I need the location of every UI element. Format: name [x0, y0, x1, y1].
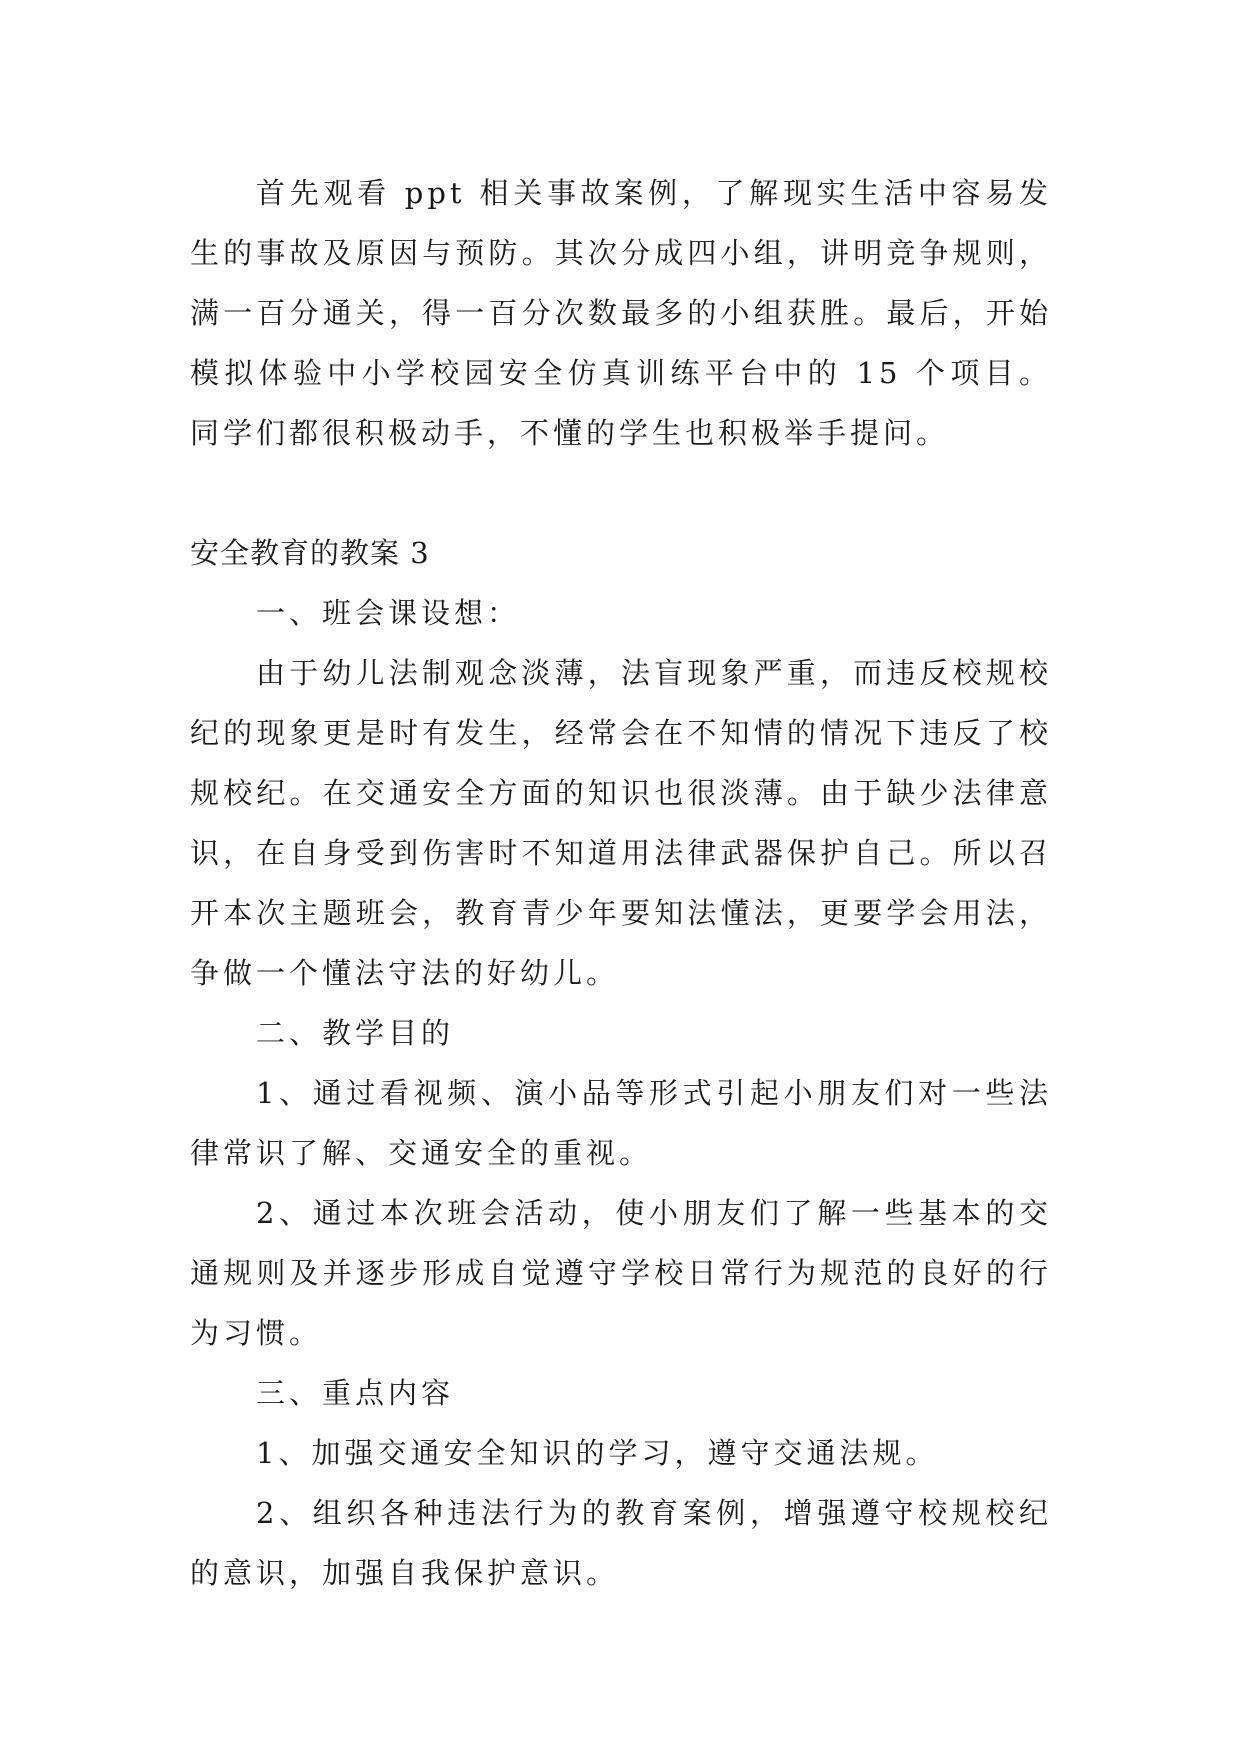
section-gap [190, 463, 1052, 523]
part1-heading: 一、班会课设想： [256, 596, 521, 630]
document-page [190, 163, 1052, 1603]
part3-item: 2、组织各种违法行为的教育案例，增强遵守校规校纪的意识，加强自我保护意识。 [190, 1496, 1052, 1590]
part1-body: 由于幼儿法制观念淡薄，法盲现象严重，而违反校规校纪的现象更是时有发生，经常会在不知情的情况下违反了校规校纪。在交通安全方面的知识也很淡薄。由于缺少法律意识，在自身受到伤害时不知道用法律武器保护自己。所以召开本次主题班会，教育青少年要知法懂法，更要学会用法，争做一个懂法守法的好幼儿。 [190, 656, 1052, 990]
part3-heading: 三、重点内容 [256, 1376, 455, 1410]
part3-item: 1、加强交通安全知识的学习，遵守交通法规。 [256, 1436, 939, 1470]
part2-item: 2、通过本次班会活动，使小朋友们了解一些基本的交通规则及并逐步形成自觉遵守学校日常行为规范的良好的行为习惯。 [190, 1196, 1052, 1350]
section-title: 安全教育的教案 3 [190, 536, 430, 570]
part2-heading: 二、教学目的 [256, 1016, 455, 1050]
part2-item: 1、通过看视频、演小品等形式引起小朋友们对一些法律常识了解、交通安全的重视。 [190, 1076, 1052, 1170]
intro-paragraph: 首先观看 ppt 相关事故案例，了解现实生活中容易发生的事故及原因与预防。其次分成四小组，讲明竞争规则，满一百分通关，得一百分次数最多的小组获胜。最后，开始模拟体验中小学校园安全仿真训练平台中的 15 个项目。同学们都很积极动手，不懂的学生也积极举手提问。 [190, 176, 1052, 450]
